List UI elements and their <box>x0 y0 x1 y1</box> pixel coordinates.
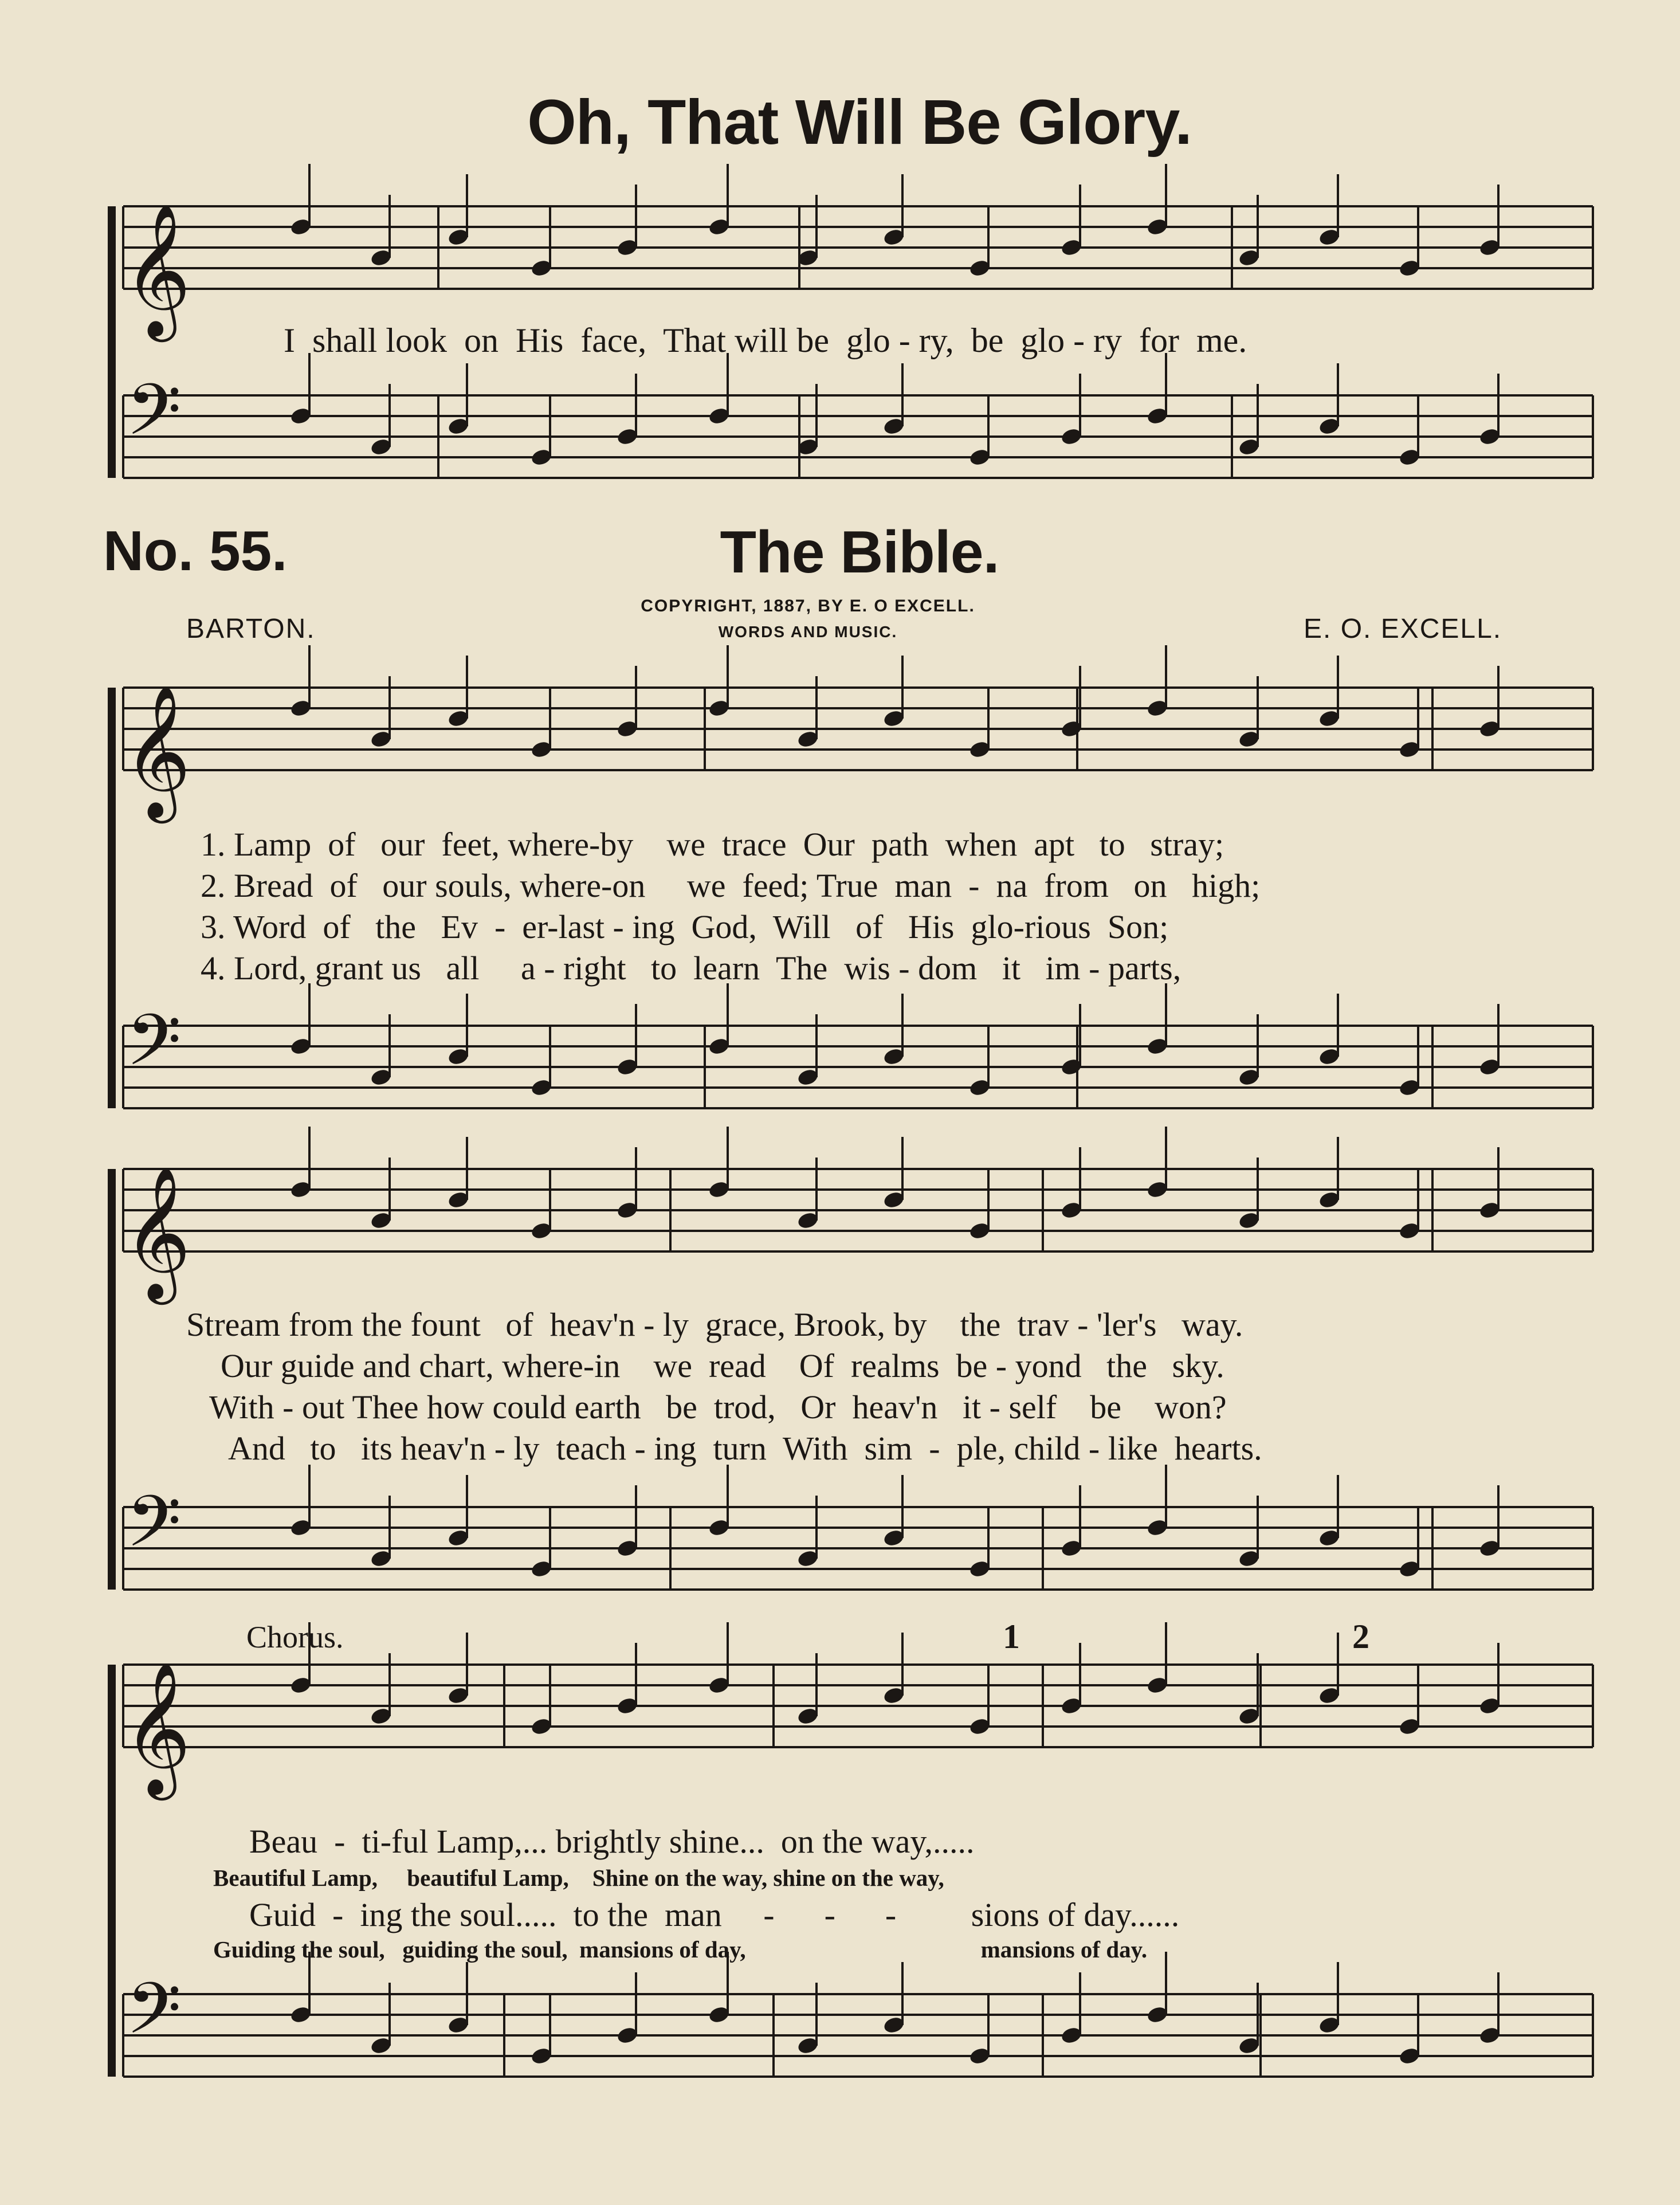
hymn-title: The Bible. <box>720 519 999 586</box>
verse-1-part-2: Stream from the fount of heav'n - ly grace, Brook, by the trav - 'ler's way. <box>186 1306 1243 1343</box>
copyright-subline: WORDS AND MUSIC. <box>718 623 898 641</box>
chorus-lyric-2: Guid - ing the soul..... to the man - - - sions of day...... <box>249 1896 1180 1933</box>
copyright-line: COPYRIGHT, 1887, BY E. O EXCELL. <box>641 597 975 615</box>
verse-1-part-1: 1. Lamp of our feet, where-by we trace Our path when apt to stray; <box>201 826 1224 863</box>
verse-system-2-bass-clef: 𝄢 <box>126 1481 182 1580</box>
previous-hymn-system-bass-clef: 𝄢 <box>126 369 182 469</box>
verse-2-part-1: 2. Bread of our souls, where-on we feed; True man - na from on high; <box>201 867 1261 904</box>
chorus-system-bass-clef: 𝄢 <box>126 1968 182 2067</box>
composer-credit: E. O. EXCELL. <box>1304 614 1502 644</box>
verse-4-part-1: 4. Lord, grant us all a - right to learn The wis - dom it im - parts, <box>201 950 1182 987</box>
second-ending-label: 2 <box>1352 1618 1369 1655</box>
first-ending-label: 1 <box>1003 1618 1020 1655</box>
previous-hymn-lyric: I shall look on His face, That will be glo - ry, be glo - ry for me. <box>284 321 1247 359</box>
verse-4-part-2: And to its heav'n - ly teach - ing turn With sim - ple, child - like hearts. <box>228 1430 1262 1467</box>
previous-hymn-title: Oh, That Will Be Glory. <box>527 87 1192 158</box>
chorus-echo-2: Guiding the soul, guiding the soul, mansions of day, mansions of day. <box>213 1936 1148 1963</box>
verse-2-part-2: Our guide and chart, where-in we read Of realms be - yond the sky. <box>221 1347 1224 1384</box>
chorus-echo-1: Beautiful Lamp, beautiful Lamp, Shine on the way, shine on the way, <box>213 1865 944 1891</box>
verse-3-part-2: With - out Thee how could earth be trod, Or heav'n it - self be won? <box>209 1388 1227 1426</box>
verse-3-part-1: 3. Word of the Ev - er-last - ing God, Will of His glo-rious Son; <box>201 908 1169 945</box>
verse-system-1-bass-clef: 𝄢 <box>126 999 182 1099</box>
chorus-system-treble-clef: 𝄞 <box>123 1661 191 1795</box>
lyricist-credit: BARTON. <box>186 614 316 644</box>
verse-system-2-treble-clef: 𝄞 <box>123 1166 191 1299</box>
verse-system-1-treble-clef: 𝄞 <box>123 684 191 818</box>
hymn-number: No. 55. <box>103 519 288 582</box>
previous-hymn-system-treble-clef: 𝄞 <box>123 203 191 336</box>
chorus-label: Chorus. <box>246 1620 344 1654</box>
copyright-notice <box>607 593 1008 645</box>
chorus-lyric-1: Beau - ti-ful Lamp,... brightly shine... on the way,..... <box>249 1823 975 1860</box>
